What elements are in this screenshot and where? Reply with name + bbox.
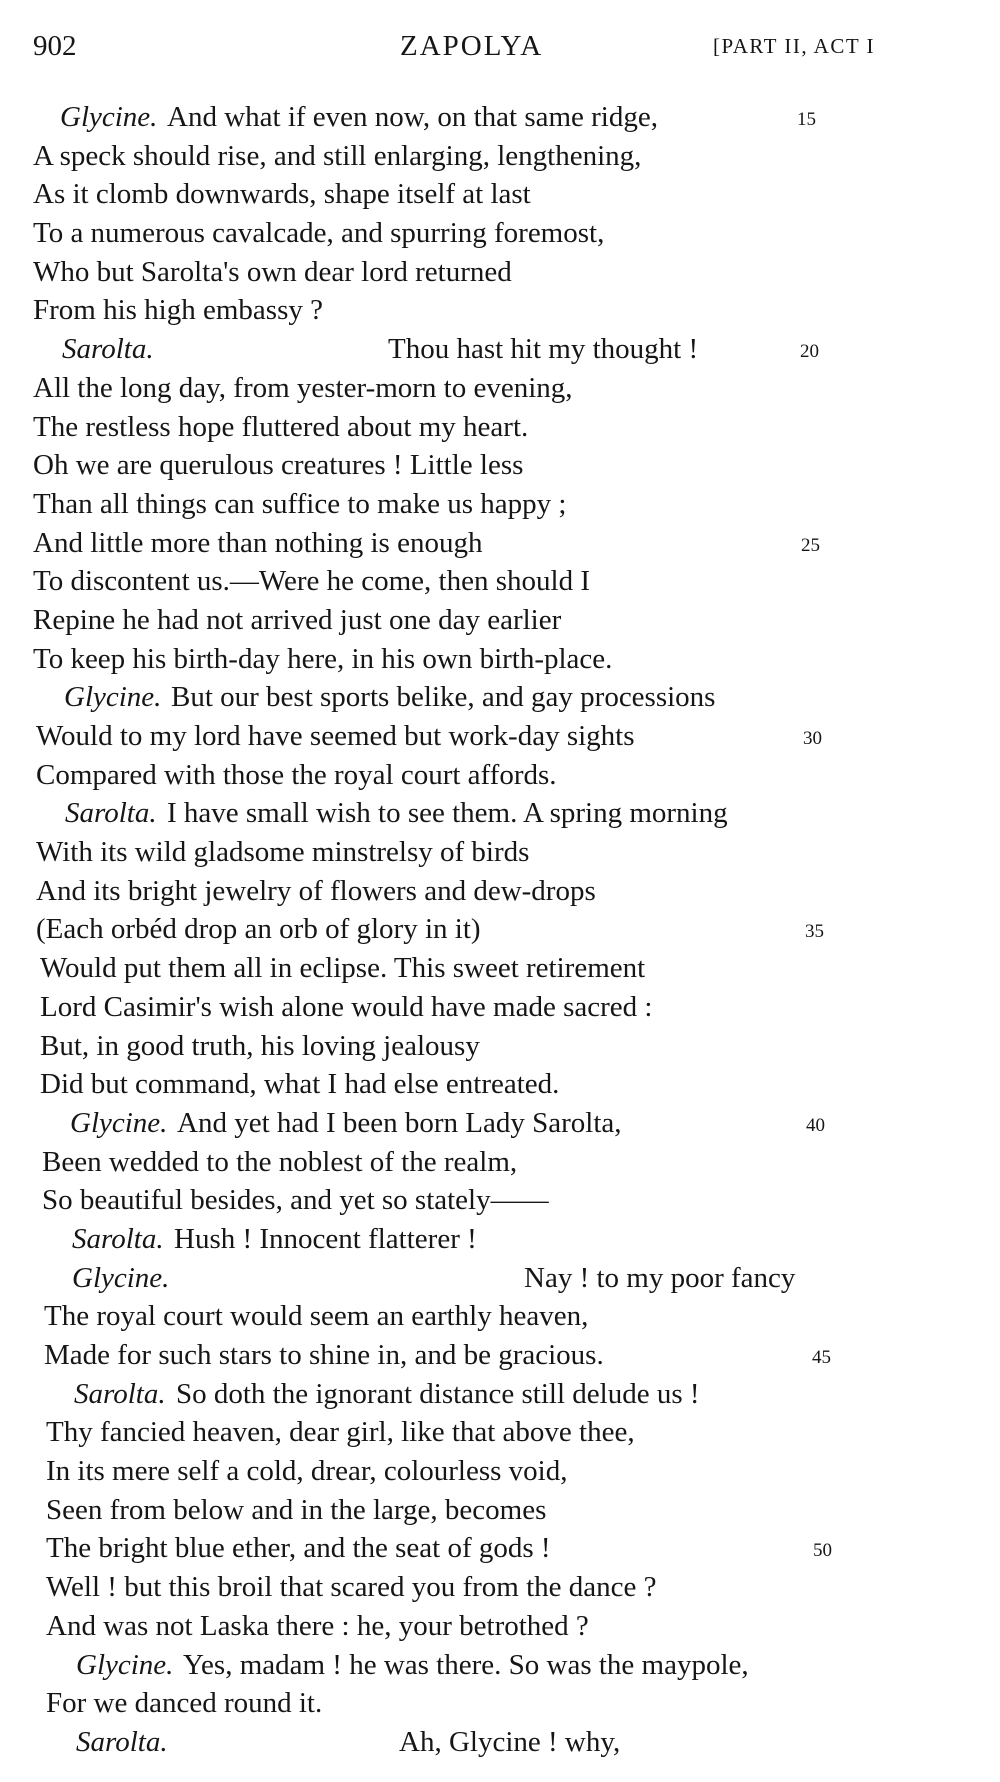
line-number: 25 (801, 534, 820, 556)
verse-text: Been wedded to the noblest of the realm, (42, 1145, 518, 1178)
line-number: 50 (813, 1540, 832, 1562)
verse-text: Yes, madam ! he was there. So was the maypole, (183, 1648, 749, 1681)
verse-line (0, 1220, 1000, 1259)
verse-text: And little more than nothing is enough (33, 526, 483, 559)
verse-text: For we danced round it. (46, 1687, 323, 1720)
verse-line (0, 601, 1000, 640)
verse-line (0, 1259, 1000, 1298)
verse-line (0, 253, 1000, 292)
verse-text: And yet had I been born Lady Sarolta, (177, 1106, 622, 1139)
line-number: 30 (803, 728, 822, 749)
running-header (0, 30, 1000, 70)
verse-text: A speck should rise, and still enlarging, lengthening, (33, 139, 642, 172)
verse-line (0, 988, 1000, 1027)
verse-text: From his high embassy ? (33, 294, 323, 327)
verse-text: Would to my lord have seemed but work-day sights (36, 720, 635, 752)
verse-line (0, 1181, 1000, 1220)
verse-line (0, 1104, 1000, 1143)
verse-line (0, 910, 1000, 949)
speaker-name: Sarolta. (72, 1222, 164, 1255)
line-number: 15 (797, 109, 816, 130)
verse-text: And was not Laska there : he, your betrothed ? (46, 1609, 589, 1642)
speaker-name: Glycine. (60, 101, 158, 133)
verse-line (0, 794, 1000, 833)
verse-text: Compared with those the royal court affords. (36, 758, 557, 791)
verse-text: Who but Sarolta's own dear lord returned (33, 255, 512, 288)
verse-text: Well ! but this broil that scared you from the dance ? (46, 1571, 657, 1604)
verse-text: The bright blue ether, and the seat of gods ! (46, 1532, 551, 1565)
verse-line (0, 485, 1000, 524)
verse-body (0, 98, 1000, 1762)
verse-text: So beautiful besides, and yet so stately—— (42, 1184, 549, 1217)
verse-line (0, 1568, 1000, 1607)
verse-text: Lord Casimir's wish alone would have made sacred : (40, 990, 653, 1023)
verse-text: With its wild gladsome minstrelsy of birds (36, 836, 530, 869)
verse-line (0, 1336, 1000, 1375)
verse-text: Would put them all in eclipse. This sweet retirement (40, 952, 646, 985)
verse-text: Hush ! Innocent flatterer ! (174, 1222, 477, 1255)
verse-line (0, 1607, 1000, 1646)
verse-line (0, 717, 1000, 756)
verse-text: But, in good truth, his loving jealousy (40, 1029, 480, 1062)
verse-line (0, 446, 1000, 485)
verse-line (0, 175, 1000, 214)
verse-text: Thou hast hit my thought ! (388, 333, 699, 366)
verse-text: Than all things can suffice to make us happy ; (33, 487, 567, 520)
verse-line (0, 949, 1000, 988)
speaker-name: Glycine. (70, 1106, 168, 1139)
verse-line (0, 640, 1000, 679)
verse-text: I have small wish to see them. A spring morning (167, 797, 728, 830)
verse-line (0, 1452, 1000, 1491)
speaker-name: Glycine. (72, 1261, 170, 1294)
speaker-name: Glycine. (76, 1648, 174, 1681)
verse-line (0, 833, 1000, 872)
verse-text: Thy fancied heaven, dear girl, like that above thee, (46, 1416, 635, 1449)
running-title: ZAPOLYA (400, 30, 544, 62)
line-number: 40 (806, 1114, 825, 1136)
verse-line (0, 1646, 1000, 1685)
verse-line (0, 1375, 1000, 1414)
verse-text: To a numerous cavalcade, and spurring foremost, (33, 217, 605, 250)
verse-line (0, 408, 1000, 447)
speaker-name: Sarolta. (76, 1725, 168, 1758)
verse-text: Ah, Glycine ! why, (399, 1725, 621, 1758)
verse-line (0, 872, 1000, 911)
verse-line (0, 1529, 1000, 1568)
verse-text: Seen from below and in the large, becomes (46, 1493, 547, 1526)
verse-line (0, 1413, 1000, 1452)
verse-line (0, 1491, 1000, 1530)
part-act-label: [PART II, ACT I (713, 34, 876, 58)
verse-text: In its mere self a cold, drear, colourless void, (46, 1455, 568, 1488)
speaker-name: Glycine. (64, 681, 162, 714)
verse-line (0, 524, 1000, 563)
verse-line (0, 1684, 1000, 1723)
verse-line (0, 756, 1000, 795)
verse-line (0, 330, 1000, 369)
verse-line (0, 98, 1000, 137)
line-number: 45 (812, 1347, 831, 1368)
verse-line (0, 137, 1000, 176)
verse-line (0, 1297, 1000, 1336)
verse-line (0, 1027, 1000, 1066)
speaker-name: Sarolta. (74, 1377, 166, 1410)
verse-line (0, 369, 1000, 408)
verse-text: But our best sports belike, and gay processions (171, 681, 716, 714)
verse-text: As it clomb downwards, shape itself at last (33, 178, 531, 211)
verse-line (0, 562, 1000, 601)
verse-text: And what if even now, on that same ridge, (167, 101, 658, 133)
verse-text: Oh we are querulous creatures ! Little less (33, 449, 524, 482)
verse-text: So doth the ignorant distance still delude us ! (176, 1377, 700, 1410)
page-number: 902 (33, 30, 77, 62)
verse-line (0, 678, 1000, 717)
verse-text: Did but command, what I had else entreated. (40, 1068, 560, 1101)
speaker-name: Sarolta. (65, 797, 157, 830)
verse-text: The restless hope fluttered about my heart. (33, 410, 529, 443)
verse-text: And its bright jewelry of flowers and dew-drops (36, 874, 596, 907)
verse-text: The royal court would seem an earthly heaven, (44, 1300, 589, 1333)
speaker-name: Sarolta. (62, 333, 154, 366)
verse-line (0, 291, 1000, 330)
verse-text: Repine he had not arrived just one day earlier (33, 603, 562, 636)
verse-text: (Each orbéd drop an orb of glory in it) (36, 913, 481, 946)
verse-text: To discontent us.—Were he come, then should I (33, 565, 590, 598)
verse-text: Made for such stars to shine in, and be gracious. (44, 1339, 604, 1371)
verse-line (0, 214, 1000, 253)
verse-line (0, 1065, 1000, 1104)
verse-line (0, 1143, 1000, 1182)
line-number: 35 (805, 921, 824, 943)
verse-text: To keep his birth-day here, in his own birth-place. (33, 642, 613, 675)
verse-line (0, 1723, 1000, 1762)
verse-text: Nay ! to my poor fancy (524, 1261, 796, 1294)
verse-text: All the long day, from yester-morn to evening, (33, 371, 573, 404)
line-number: 20 (800, 341, 819, 363)
